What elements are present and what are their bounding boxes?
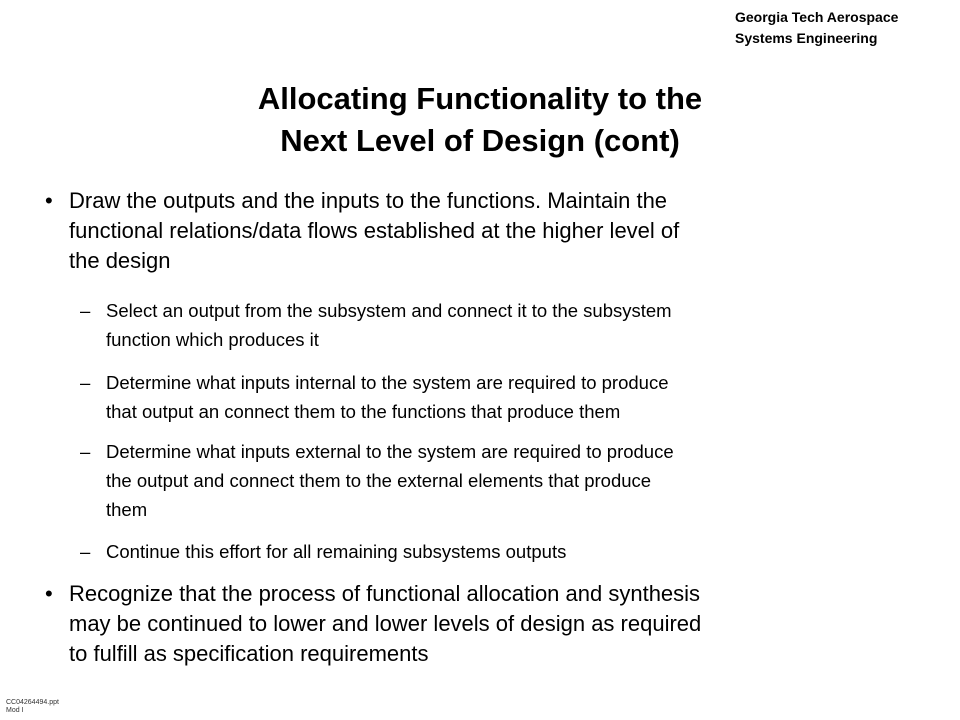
- sub-bullet-marker: –: [80, 441, 91, 462]
- sub-bullet-text-line: that output an connect them to the functions that produce them: [106, 401, 621, 422]
- organization-header: [735, 7, 898, 49]
- organization-name-line-2: Systems Engineering: [735, 30, 878, 46]
- bullet-text: [69, 579, 935, 669]
- sub-bullet-text: [106, 437, 940, 524]
- footer-filename: CC04264494.ppt: [6, 699, 59, 706]
- sub-bullet-text-line: Continue this effort for all remaining subsystems outputs: [106, 541, 567, 562]
- sub-bullet-text-line: Determine what inputs internal to the system are required to produce: [106, 372, 669, 393]
- sub-bullet-text-line: the output and connect them to the external elements that produce: [106, 470, 652, 491]
- sub-bullet-text-line: Select an output from the subsystem and connect it to the subsystem: [106, 300, 672, 321]
- bullet-marker: •: [45, 581, 53, 606]
- slide-title-line-2: Next Level of Design (cont): [280, 123, 680, 158]
- sub-bullet-text: [106, 296, 940, 354]
- bullet-text-line: Draw the outputs and the inputs to the functions. Maintain the: [69, 188, 668, 213]
- organization-name-line-1: Georgia Tech Aerospace: [735, 9, 899, 25]
- sub-bullet-text: [106, 537, 940, 566]
- slide-title-line-1: Allocating Functionality to the: [257, 81, 703, 116]
- sub-bullet-text: [106, 368, 940, 426]
- bullet-text-line: functional relations/data flows established at the higher level of: [69, 218, 680, 243]
- sub-bullet-marker: –: [80, 541, 91, 562]
- bullet-text-line: the design: [69, 248, 171, 273]
- bullet-text-line: to fulfill as specification requirements: [69, 641, 429, 666]
- sub-bullet-marker: –: [80, 300, 91, 321]
- slide-footer: [6, 699, 59, 715]
- sub-bullet-marker: –: [80, 372, 91, 393]
- slide-title: [0, 78, 960, 162]
- sub-bullet-text-line: function which produces it: [106, 329, 319, 350]
- bullet-text: [69, 186, 935, 276]
- bullet-marker: •: [45, 188, 53, 213]
- bullet-text-line: Recognize that the process of functional allocation and synthesis: [69, 581, 701, 606]
- footer-module: Mod I: [6, 707, 24, 714]
- bullet-text-line: may be continued to lower and lower levels of design as required: [69, 611, 702, 636]
- sub-bullet-text-line: them: [106, 499, 148, 520]
- sub-bullet-text-line: Determine what inputs external to the system are required to produce: [106, 441, 674, 462]
